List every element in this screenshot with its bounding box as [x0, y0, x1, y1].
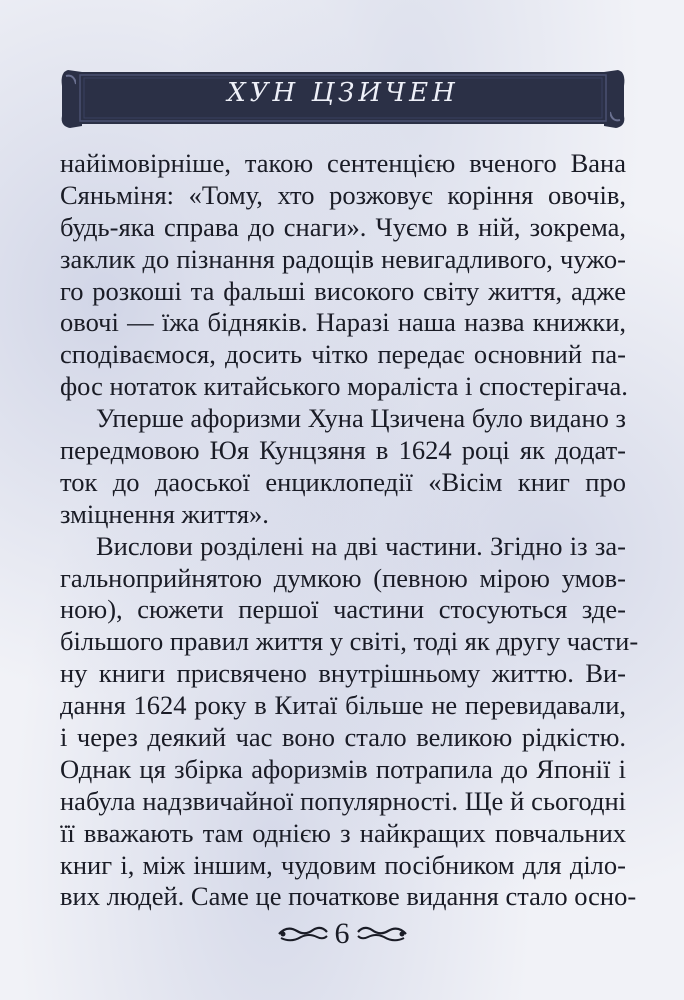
page-number: 6 [334, 917, 350, 950]
text-line: го розкоші та фальші високого світу життя, адже [60, 275, 626, 306]
text-line: ток до даоської енциклопедії «Вісім книг про [60, 466, 626, 497]
scroll-ornament-icon [277, 923, 329, 945]
text-line: ною), сюжети першої частини стосуються зде- [60, 594, 626, 625]
body-text [60, 148, 639, 913]
running-header-title: ХУН ЦЗИЧЕН [227, 78, 459, 108]
text-line: дання 1624 року в Китаї більше не перевидавали, [60, 690, 626, 721]
scroll-ornament-icon [356, 923, 408, 945]
text-line: книг і, між іншим, чудовим посібником для діло- [60, 849, 626, 880]
header-banner [60, 66, 626, 130]
page-footer [0, 912, 684, 956]
text-line: набула надзвичайної популярності. Ще й сьогодні [60, 785, 626, 816]
text-line: найімовірніше, такою сентенцією вченого Вана [60, 148, 626, 178]
text-line: і через деякий час воно стало великою рідкістю. [60, 722, 626, 753]
text-line: сподіваємося, досить чітко передає основний па- [60, 339, 626, 370]
text-line: гальноприйнятою думкою (певною мірою умов- [60, 562, 626, 593]
text-line: будь-яка справа до снаги». Чуємо в ній, зокрема, [60, 211, 626, 242]
text-line: фос нотаток китайського мораліста і спостерігача. [60, 371, 628, 402]
text-line: її вважають там однією з найкращих повчальних [60, 817, 626, 848]
text-line: вих людей. Саме це початкове видання стало осно- [60, 881, 637, 912]
text-line: Сяньміня: «Тому, хто розжовує коріння овочів, [60, 179, 626, 210]
text-line: Уперше афоризми Хуна Цзичена було видано з [96, 403, 626, 434]
text-line: більшого правил життя у світі, тоді як другу части- [60, 626, 639, 657]
text-line: овочі — їжа бідняків. Наразі наша назва книжки, [60, 307, 626, 338]
text-line: зміцнення життя». [60, 498, 269, 529]
text-line: ну книги присвячено внутрішньому життю. Ви- [60, 658, 626, 689]
text-line: передмовою Юя Кунцзяня в 1624 році як додат- [60, 435, 626, 466]
text-line: заклик до пізнання радощів невигадливого, чужо- [60, 243, 626, 274]
text-line: Вислови розділені на дві частини. Згідно із за- [96, 530, 626, 561]
text-line: Однак ця збірка афоризмів потрапила до Японії і [60, 753, 626, 784]
